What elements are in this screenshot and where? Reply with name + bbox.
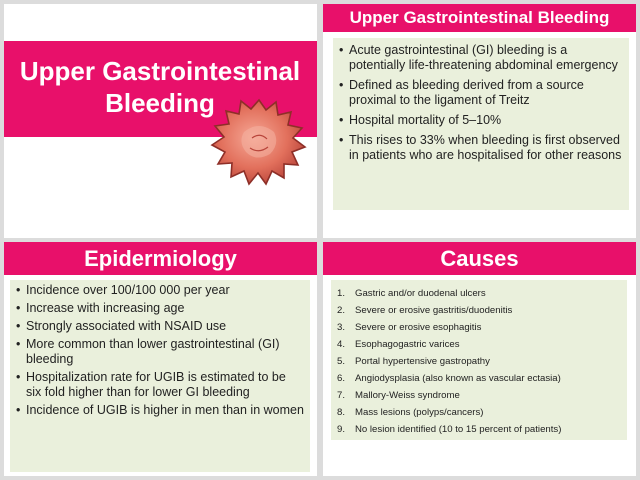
list-item — [337, 421, 621, 438]
slide-header: Causes — [323, 242, 636, 275]
item-text: Mallory-Weiss syndrome — [355, 390, 460, 401]
bullet-box — [333, 38, 629, 210]
item-text: Severe or erosive esophagitis — [355, 322, 482, 333]
list-item — [337, 336, 621, 353]
slide-causes — [323, 242, 636, 476]
item-number: 9. — [337, 424, 346, 435]
item-text: Mass lesions (polyps/cancers) — [355, 407, 484, 418]
item-number: 3. — [337, 322, 346, 333]
item-number: 7. — [337, 390, 346, 401]
list-item — [337, 370, 621, 387]
item-number: 1. — [337, 288, 346, 299]
bullet-list — [339, 43, 623, 163]
causes-list — [337, 285, 621, 438]
slide-header: Epidermiology — [4, 242, 317, 275]
list-item: • Hospitalization rate for UGIB is estimated to be six fold higher than for lower GI bleeding — [16, 370, 304, 400]
list-item: • This rises to 33% when bleeding is first observed in patients who are hospitalised for other reasons — [339, 133, 623, 163]
item-number: 6. — [337, 373, 346, 384]
list-item: • More common than lower gastrointestinal (GI) bleeding — [16, 337, 304, 367]
slide-header: Upper Gastrointestinal Bleeding — [323, 4, 636, 32]
item-text: Severe or erosive gastritis/duodenitis — [355, 305, 513, 316]
slide-overview — [323, 4, 636, 238]
slide-title-text: Upper Gastrointestinal Bleeding — [19, 56, 301, 118]
list-item — [337, 387, 621, 404]
item-number: 4. — [337, 339, 346, 350]
bullet-list — [16, 283, 304, 418]
bullet-box — [10, 280, 310, 472]
list-item: • Defined as bleeding derived from a source proximal to the ligament of Treitz — [339, 78, 623, 108]
list-item — [337, 302, 621, 319]
item-text: Gastric and/or duodenal ulcers — [355, 288, 486, 299]
list-item — [337, 404, 621, 421]
item-text: No lesion identified (10 to 15 percent of patients) — [355, 424, 562, 435]
list-item: • Acute gastrointestinal (GI) bleeding is a potentially life-threatening abdominal emergency — [339, 43, 623, 73]
list-item: • Hospital mortality of 5–10% — [339, 113, 623, 128]
list-item — [337, 285, 621, 302]
item-text: Angiodysplasia (also known as vascular ectasia) — [355, 373, 561, 384]
slide-epidemiology — [4, 242, 317, 476]
list-item: • Incidence of UGIB is higher in men than in women — [16, 403, 304, 418]
list-item: • Incidence over 100/100 000 per year — [16, 283, 304, 298]
list-item — [337, 353, 621, 370]
item-number: 5. — [337, 356, 346, 367]
causes-box — [331, 280, 627, 440]
slide-title — [4, 4, 317, 238]
blood-cell-icon — [204, 92, 314, 192]
list-item: • Increase with increasing age — [16, 301, 304, 316]
item-number: 8. — [337, 407, 346, 418]
list-item — [337, 319, 621, 336]
item-number: 2. — [337, 305, 346, 316]
item-text: Portal hypertensive gastropathy — [355, 356, 490, 367]
list-item: • Strongly associated with NSAID use — [16, 319, 304, 334]
item-text: Esophagogastric varices — [355, 339, 460, 350]
